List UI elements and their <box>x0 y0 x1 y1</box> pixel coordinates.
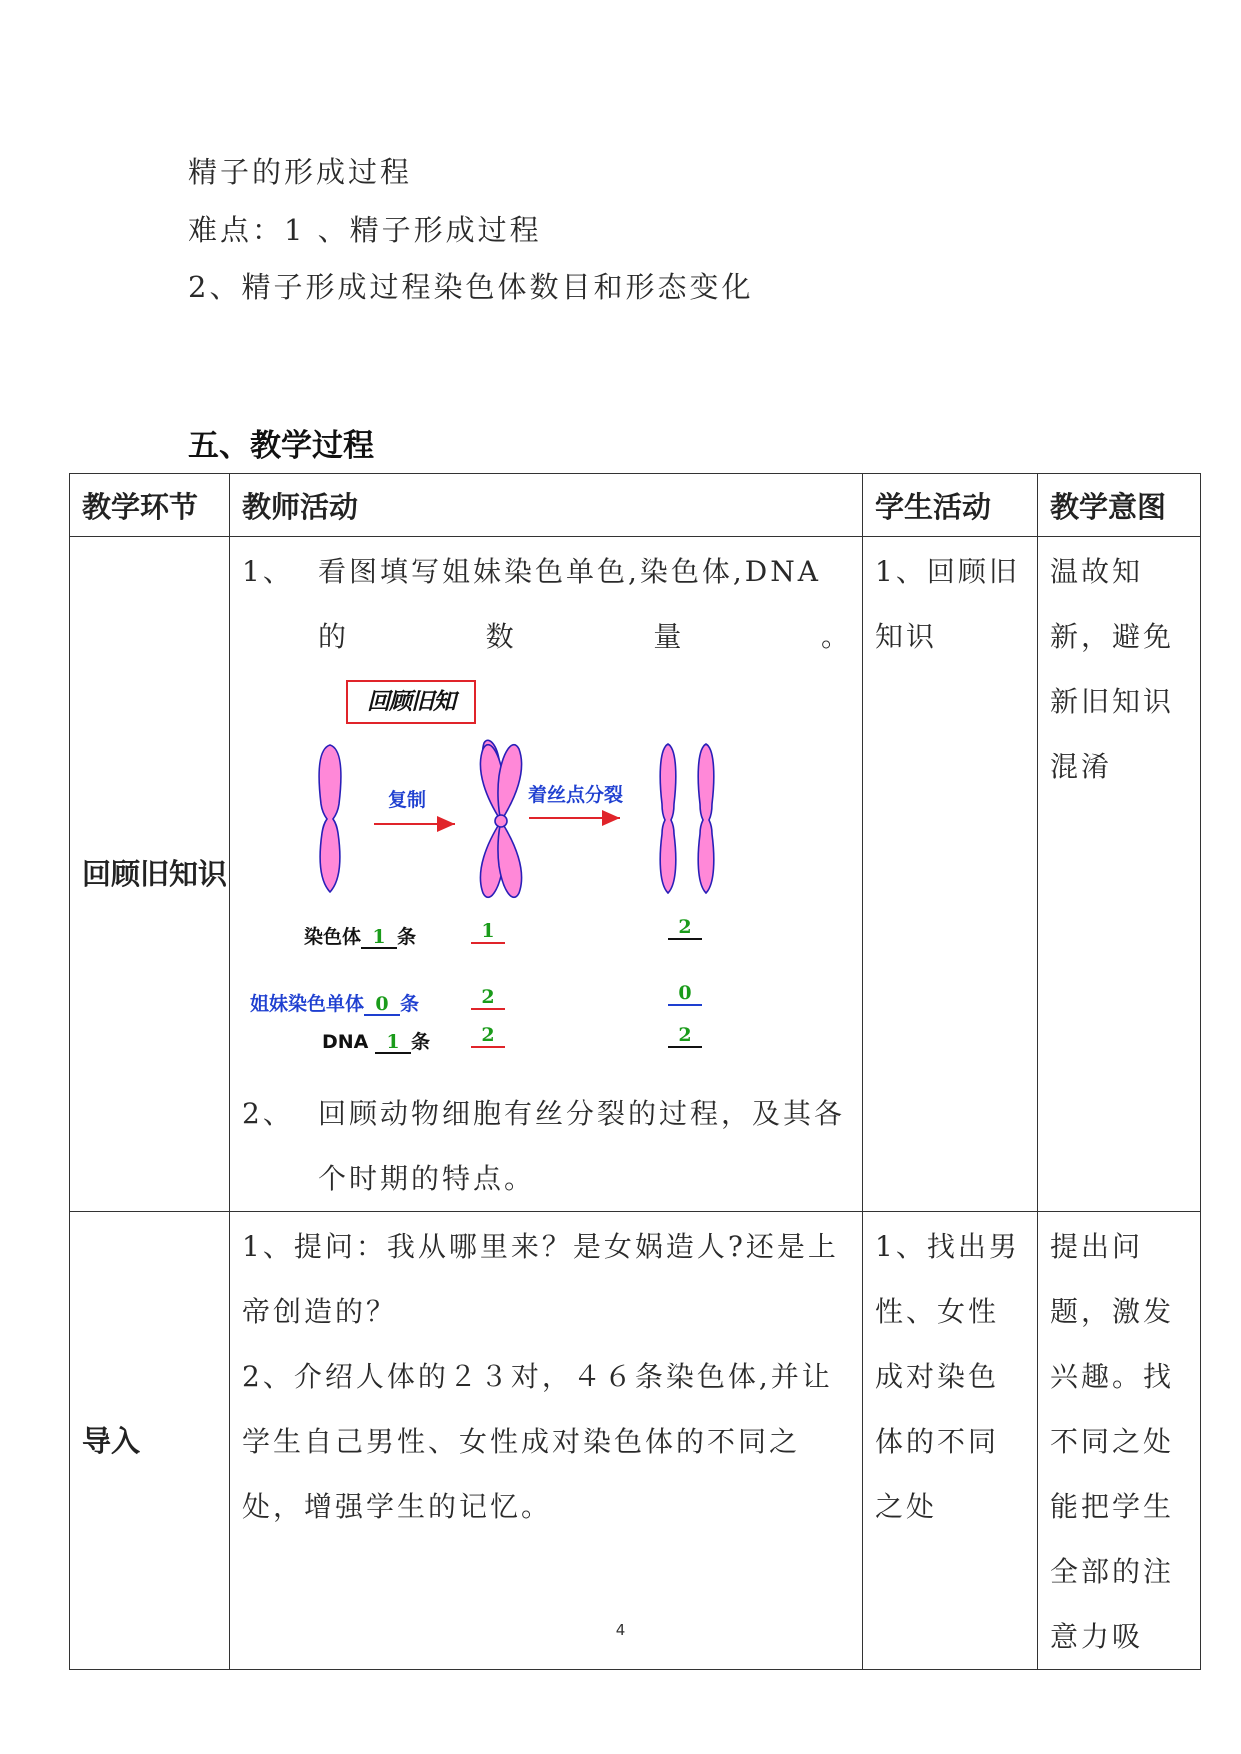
arrow-label-replicate: 复制 <box>388 789 427 811</box>
value-chromosome-right: 2 <box>668 916 702 940</box>
teacher-intro-item-1: 1、提问：我从哪里来？是女娲造人?还是上帝创造的？ <box>242 1230 839 1328</box>
header-stage: 教学环节 <box>70 474 230 537</box>
answer-value: 1 <box>361 927 397 949</box>
student-text: 1、找出男性、女性成对染色体的不同之处 <box>875 1230 1020 1523</box>
single-chromosome <box>319 745 341 892</box>
intro-line-1: 精子的形成过程 <box>188 155 413 189</box>
count-row-sister-chromatid <box>250 989 419 1016</box>
chromosome-figure <box>242 669 862 1039</box>
teacher-item-2 <box>242 1081 852 1211</box>
stage-intro: 导入 <box>70 1212 230 1670</box>
page-number: 4 <box>615 1621 626 1639</box>
spread-char: 的 <box>318 620 350 653</box>
table-row <box>70 1212 1201 1670</box>
teacher-activity-review <box>230 537 863 1212</box>
spread-char: 。 <box>820 620 852 653</box>
row-label: 染色体 <box>304 926 362 948</box>
count-row-chromosome <box>304 922 416 949</box>
arrow-label-split: 着丝点分裂 <box>528 784 624 806</box>
spread-char: 数 <box>485 620 517 653</box>
teacher-item-1-cont <box>242 604 852 669</box>
intent-text: 提出问题，激发兴趣。找不同之处能把学生全部的注意力吸 <box>1050 1230 1175 1653</box>
intro-line-2: 难点：1 、精子形成过程 <box>188 213 542 247</box>
teacher-activity-intro <box>230 1212 863 1670</box>
value-chromosome-mid: 1 <box>471 920 505 944</box>
value-dna-right: 2 <box>668 1024 702 1048</box>
count-row-dna <box>322 1027 430 1054</box>
answer-value: 1 <box>375 1032 411 1054</box>
student-text: 1、回顾旧知识 <box>875 555 1020 653</box>
chromosome-diagram <box>242 669 862 1039</box>
row-label: 姐妹染色单体 <box>250 993 365 1015</box>
table-header-row <box>70 474 1201 537</box>
student-activity-intro <box>863 1212 1038 1670</box>
item-number: 1、 <box>242 555 294 588</box>
table-row <box>70 537 1201 1212</box>
value-chromatid-right: 0 <box>668 982 702 1006</box>
row-unit: 条 <box>411 1031 431 1053</box>
intent-review <box>1038 537 1201 1212</box>
replicated-chromosome <box>480 740 521 897</box>
header-teacher: 教师活动 <box>230 474 863 537</box>
row-unit: 条 <box>400 993 420 1015</box>
item-text: 回顾动物细胞有丝分裂的过程，及其各个时期的特点。 <box>318 1097 846 1195</box>
spread-char: 量 <box>653 620 685 653</box>
intent-intro <box>1038 1212 1201 1670</box>
value-dna-mid: 2 <box>471 1024 505 1048</box>
item-text: 看图填写姐妹染色单色,染色体,DNA <box>318 555 821 588</box>
header-intent: 教学意图 <box>1038 474 1201 537</box>
split-chromatid-right <box>698 744 714 893</box>
split-chromatid-left <box>660 744 676 893</box>
lesson-plan-table <box>69 473 1201 1670</box>
stage-review: 回顾旧知识 <box>70 537 230 1212</box>
item-number: 2、 <box>242 1097 294 1130</box>
dna-count-row-wrap <box>242 1021 862 1081</box>
intent-text: 温故知新，避免新旧知识混淆 <box>1050 555 1175 783</box>
student-activity-review <box>863 537 1038 1212</box>
row-unit: 条 <box>397 926 417 948</box>
teacher-item-1 <box>242 539 852 604</box>
teacher-intro-item-2: 2、介绍人体的２３对，４６条染色体,并让学生自己男性、女性成对染色体的不同之处，增强学生的记忆。 <box>242 1360 833 1523</box>
header-student: 学生活动 <box>863 474 1038 537</box>
intro-line-3: 2、精子形成过程染色体数目和形态变化 <box>188 270 754 304</box>
answer-value: 0 <box>364 994 400 1016</box>
value-chromatid-mid: 2 <box>471 986 505 1010</box>
figure-title-box: 回顾旧知 <box>346 680 476 724</box>
section-heading: 五、教学过程 <box>188 428 374 464</box>
row-label: DNA <box>322 1031 369 1053</box>
